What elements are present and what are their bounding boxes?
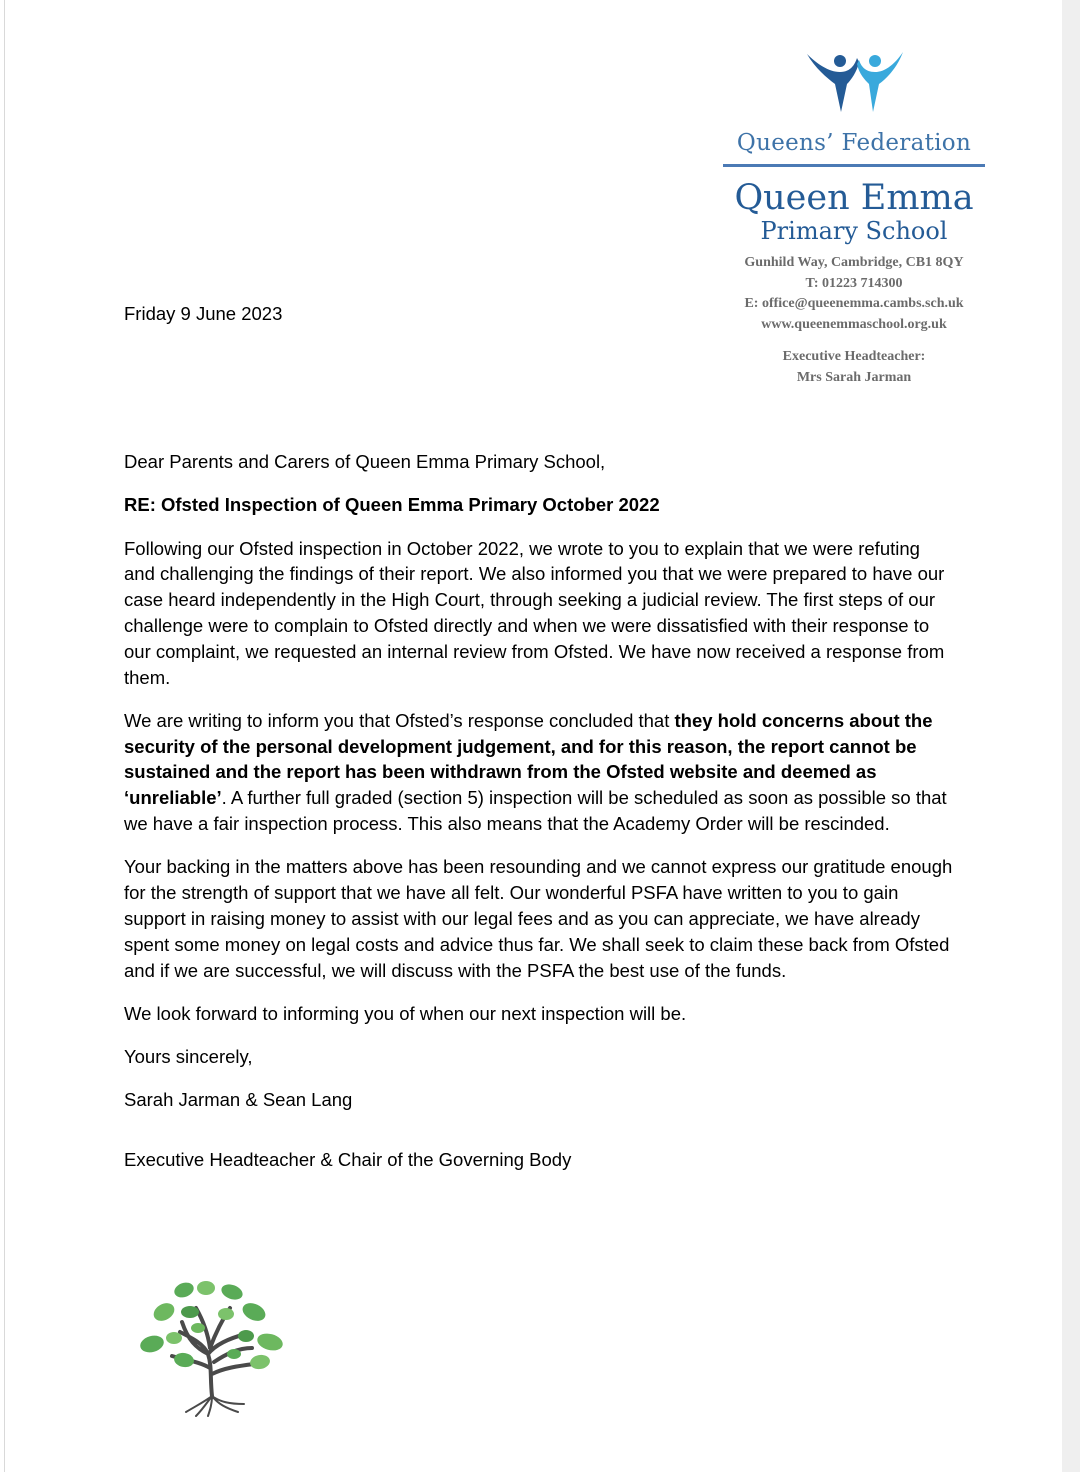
- letter-date: Friday 9 June 2023: [124, 303, 283, 324]
- contact-block: [716, 253, 992, 335]
- paragraph-3: Your backing in the matters above has been resounding and we cannot express our gratitude enough for the strength of support that we have all felt. Our wonderful PSFA have written to you to gain support in raising money to assist with our legal fees and as you can appreciate, we have already spent some money on legal costs and advice thus far. We shall seek to claim these back from Ofsted and if we are successful, we will discuss with the PSFA the best use of the funds.: [124, 856, 953, 981]
- paragraph-2-emphasis: they hold concerns about the security of the personal development judgement, and for this reason, the report cannot be sustained and the report has been withdrawn from the Ofsted website and deemed as ‘unreliable’: [124, 709, 933, 809]
- federation-name: Queens’ Federation: [736, 130, 972, 156]
- salutation: Dear Parents and Carers of Queen Emma Primary School,: [124, 451, 606, 472]
- paragraph-2-end: . A further full graded (section 5) inspection will be scheduled as soon as possible so that we have a fair inspection process. This also means that the Academy Order will be rescinded.: [124, 787, 947, 835]
- signatory-roles: Executive Headteacher & Chair of the Governing Body: [124, 1149, 572, 1171]
- headteacher-name: Mrs Sarah Jarman: [796, 370, 912, 385]
- school-email: E: office@queenemma.cambs.sch.uk: [744, 296, 964, 311]
- school-website: www.queenemmaschool.org.uk: [761, 316, 947, 332]
- closing: Yours sincerely,: [124, 1046, 253, 1068]
- paragraph-4: We look forward to informing you of when our next inspection will be.: [124, 1002, 687, 1024]
- paragraph-2-start: We are writing to inform you that Ofsted’s response concluded that: [124, 709, 675, 731]
- school-subtitle: Primary School: [760, 217, 948, 245]
- school-address: Gunhild Way, Cambridge, CB1 8QY: [744, 255, 964, 270]
- page-edge: [4, 0, 5, 1472]
- letterhead: [716, 50, 992, 388]
- signatories: Sarah Jarman & Sean Lang: [124, 1089, 353, 1111]
- paragraph-1: Following our Ofsted inspection in October 2022, we wrote to you to explain that we were refuting and challenging the findings of their report. We also informed you that we were prepared to have our case heard independently in the High Court, through seeking a judicial review. The first steps of our challenge were to complain to Ofsted directly and when we were dissatisfied with their response to our complaint, we requested an internal review from Ofsted. We have now received a response from them.: [124, 537, 945, 688]
- school-phone: T: 01223 714300: [805, 275, 903, 291]
- subject-line: RE: Ofsted Inspection of Queen Emma Primary October 2022: [124, 494, 660, 516]
- federation-divider: [723, 164, 985, 167]
- federation-logo-icon: [799, 50, 909, 114]
- school-name: Queen Emma: [734, 178, 974, 218]
- tree-logo-icon: [134, 1278, 294, 1418]
- headteacher-title: Executive Headteacher:: [782, 349, 926, 364]
- headteacher-block: [716, 346, 992, 388]
- paragraph-2: [124, 708, 954, 837]
- letter-body: [124, 449, 954, 1191]
